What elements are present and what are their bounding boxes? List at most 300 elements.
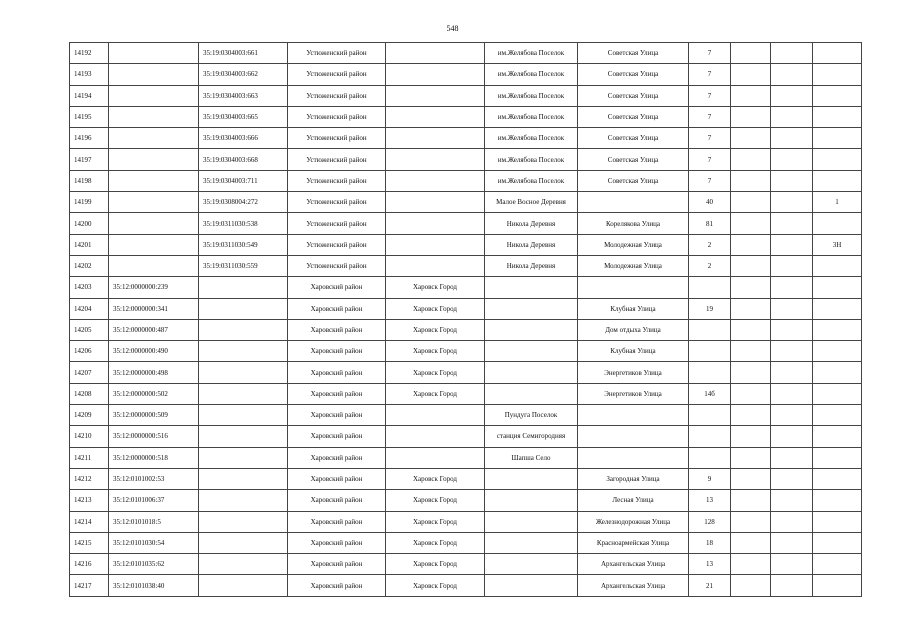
street-cell: Загородная Улица <box>578 468 689 489</box>
district-cell: Устюженский район <box>288 64 386 85</box>
building-cell <box>731 383 771 404</box>
house-number-cell: 2 <box>689 255 731 276</box>
block-cell <box>771 426 813 447</box>
building-cadastral-number-cell: 35:19:0304003:711 <box>199 170 288 191</box>
cadastral-number-cell: 35:12:0000000:490 <box>109 341 199 362</box>
building-cell <box>731 170 771 191</box>
district-cell: Харовский район <box>288 532 386 553</box>
page-number: 548 <box>446 24 459 33</box>
table-row <box>70 106 862 127</box>
cadastral-number-cell <box>109 43 199 64</box>
block-cell <box>771 192 813 213</box>
block-cell <box>771 43 813 64</box>
cadastral-number-cell: 35:12:0000000:516 <box>109 426 199 447</box>
cadastral-number-cell <box>109 213 199 234</box>
building-cell <box>731 149 771 170</box>
street-cell: Энергетиков Улица <box>578 383 689 404</box>
premises-cell <box>813 554 862 575</box>
record-number-cell: 14199 <box>70 192 109 213</box>
city-cell: Харовск Город <box>386 319 485 340</box>
table-row <box>70 298 862 319</box>
locality-cell <box>485 319 578 340</box>
building-cadastral-number-cell: 35:19:0304003:666 <box>199 128 288 149</box>
record-number-cell: 14212 <box>70 468 109 489</box>
street-cell <box>578 447 689 468</box>
record-number-cell: 14207 <box>70 362 109 383</box>
building-cell <box>731 234 771 255</box>
city-cell: Харовск Город <box>386 532 485 553</box>
cadastral-number-cell <box>109 192 199 213</box>
street-cell: Красноармейская Улица <box>578 532 689 553</box>
locality-cell: Никола Деревня <box>485 213 578 234</box>
cadastral-number-cell: 35:12:0000000:518 <box>109 447 199 468</box>
record-number-cell: 14201 <box>70 234 109 255</box>
record-number-cell: 14211 <box>70 447 109 468</box>
house-number-cell: 13 <box>689 554 731 575</box>
city-cell: Харовск Город <box>386 341 485 362</box>
building-cell <box>731 255 771 276</box>
record-number-cell: 14192 <box>70 43 109 64</box>
city-cell <box>386 106 485 127</box>
house-number-cell: 40 <box>689 192 731 213</box>
locality-cell <box>485 490 578 511</box>
city-cell: Харовск Город <box>386 554 485 575</box>
premises-cell <box>813 170 862 191</box>
locality-cell <box>485 468 578 489</box>
street-cell: Архангельская Улица <box>578 554 689 575</box>
house-number-cell: 7 <box>689 170 731 191</box>
premises-cell <box>813 43 862 64</box>
building-cadastral-number-cell <box>199 554 288 575</box>
house-number-cell: 7 <box>689 106 731 127</box>
district-cell: Харовский район <box>288 405 386 426</box>
building-cadastral-number-cell: 35:19:0304003:668 <box>199 149 288 170</box>
locality-cell: им.Желябова Поселок <box>485 128 578 149</box>
record-number-cell: 14206 <box>70 341 109 362</box>
premises-cell <box>813 468 862 489</box>
district-cell: Устюженский район <box>288 192 386 213</box>
cadastral-number-cell: 35:12:0000000:502 <box>109 383 199 404</box>
house-number-cell: 21 <box>689 575 731 596</box>
locality-cell <box>485 298 578 319</box>
block-cell <box>771 319 813 340</box>
city-cell <box>386 213 485 234</box>
record-number-cell: 14198 <box>70 170 109 191</box>
building-cell <box>731 405 771 426</box>
city-cell <box>386 43 485 64</box>
table-row <box>70 234 862 255</box>
building-cadastral-number-cell <box>199 383 288 404</box>
table-row <box>70 85 862 106</box>
premises-cell: 1 <box>813 192 862 213</box>
house-number-cell: 7 <box>689 85 731 106</box>
premises-cell <box>813 405 862 426</box>
locality-cell: Пундуга Поселок <box>485 405 578 426</box>
cadastral-number-cell <box>109 170 199 191</box>
table-row <box>70 468 862 489</box>
district-cell: Харовский район <box>288 298 386 319</box>
city-cell <box>386 85 485 106</box>
record-number-cell: 14213 <box>70 490 109 511</box>
block-cell <box>771 405 813 426</box>
building-cadastral-number-cell <box>199 468 288 489</box>
district-cell: Устюженский район <box>288 106 386 127</box>
district-cell: Харовский район <box>288 319 386 340</box>
record-number-cell: 14196 <box>70 128 109 149</box>
building-cadastral-number-cell: 35:19:0311030:538 <box>199 213 288 234</box>
block-cell <box>771 341 813 362</box>
district-cell: Харовский район <box>288 426 386 447</box>
street-cell: Лесная Улица <box>578 490 689 511</box>
record-number-cell: 14200 <box>70 213 109 234</box>
building-cadastral-number-cell: 35:19:0304003:662 <box>199 64 288 85</box>
building-cadastral-number-cell: 35:19:0304003:663 <box>199 85 288 106</box>
house-number-cell <box>689 426 731 447</box>
locality-cell: им.Желябова Поселок <box>485 85 578 106</box>
premises-cell <box>813 85 862 106</box>
block-cell <box>771 128 813 149</box>
block-cell <box>771 554 813 575</box>
city-cell <box>386 192 485 213</box>
street-cell <box>578 405 689 426</box>
cadastral-number-cell: 35:12:0000000:341 <box>109 298 199 319</box>
record-number-cell: 14195 <box>70 106 109 127</box>
street-cell: Клубная Улица <box>578 341 689 362</box>
district-cell: Харовский район <box>288 362 386 383</box>
district-cell: Харовский район <box>288 277 386 298</box>
district-cell: Харовский район <box>288 383 386 404</box>
table-body <box>70 43 862 597</box>
record-number-cell: 14209 <box>70 405 109 426</box>
street-cell: Дом отдыха Улица <box>578 319 689 340</box>
locality-cell <box>485 575 578 596</box>
record-number-cell: 14194 <box>70 85 109 106</box>
locality-cell: Шапша Село <box>485 447 578 468</box>
record-number-cell: 14204 <box>70 298 109 319</box>
locality-cell <box>485 511 578 532</box>
building-cadastral-number-cell <box>199 277 288 298</box>
building-cell <box>731 277 771 298</box>
locality-cell: Никола Деревня <box>485 234 578 255</box>
building-cell <box>731 85 771 106</box>
table-row <box>70 554 862 575</box>
city-cell: Харовск Город <box>386 383 485 404</box>
district-cell: Устюженский район <box>288 170 386 191</box>
city-cell <box>386 64 485 85</box>
district-cell: Устюженский район <box>288 234 386 255</box>
street-cell: Советская Улица <box>578 43 689 64</box>
premises-cell <box>813 319 862 340</box>
building-cadastral-number-cell: 35:19:0304003:661 <box>199 43 288 64</box>
house-number-cell: 19 <box>689 298 731 319</box>
house-number-cell: 14б <box>689 383 731 404</box>
table-row <box>70 255 862 276</box>
house-number-cell: 7 <box>689 64 731 85</box>
block-cell <box>771 277 813 298</box>
table-row <box>70 43 862 64</box>
premises-cell <box>813 447 862 468</box>
street-cell: Советская Улица <box>578 149 689 170</box>
street-cell: Советская Улица <box>578 85 689 106</box>
street-cell: Энергетиков Улица <box>578 362 689 383</box>
block-cell <box>771 64 813 85</box>
cadastral-number-cell: 35:12:0101038:40 <box>109 575 199 596</box>
city-cell <box>386 447 485 468</box>
record-number-cell: 14202 <box>70 255 109 276</box>
city-cell <box>386 234 485 255</box>
table-row <box>70 277 862 298</box>
cadastral-number-cell: 35:12:0101002:53 <box>109 468 199 489</box>
building-cell <box>731 128 771 149</box>
record-number-cell: 14210 <box>70 426 109 447</box>
city-cell: Харовск Город <box>386 511 485 532</box>
table-row <box>70 532 862 553</box>
street-cell: Железнодорожная Улица <box>578 511 689 532</box>
building-cell <box>731 362 771 383</box>
table-row <box>70 170 862 191</box>
street-cell: Советская Улица <box>578 106 689 127</box>
locality-cell <box>485 532 578 553</box>
locality-cell: Малое Восное Деревня <box>485 192 578 213</box>
house-number-cell: 9 <box>689 468 731 489</box>
block-cell <box>771 255 813 276</box>
locality-cell <box>485 277 578 298</box>
city-cell: Харовск Город <box>386 575 485 596</box>
district-cell: Харовский район <box>288 341 386 362</box>
street-cell: Советская Улица <box>578 64 689 85</box>
city-cell <box>386 255 485 276</box>
city-cell: Харовск Город <box>386 298 485 319</box>
city-cell: Харовск Город <box>386 490 485 511</box>
cadastral-number-cell <box>109 85 199 106</box>
cadastral-number-cell <box>109 106 199 127</box>
district-cell: Харовский район <box>288 575 386 596</box>
building-cadastral-number-cell: 35:19:0304003:665 <box>199 106 288 127</box>
street-cell: Корелякова Улица <box>578 213 689 234</box>
building-cadastral-number-cell <box>199 426 288 447</box>
street-cell <box>578 426 689 447</box>
record-number-cell: 14216 <box>70 554 109 575</box>
block-cell <box>771 362 813 383</box>
street-cell: Архангельская Улица <box>578 575 689 596</box>
table-row <box>70 341 862 362</box>
table-row <box>70 149 862 170</box>
cadastral-number-cell: 35:12:0101018:5 <box>109 511 199 532</box>
table-row <box>70 511 862 532</box>
building-cadastral-number-cell: 35:19:0311030:549 <box>199 234 288 255</box>
locality-cell: им.Желябова Поселок <box>485 106 578 127</box>
block-cell <box>771 170 813 191</box>
premises-cell <box>813 213 862 234</box>
record-number-cell: 14208 <box>70 383 109 404</box>
house-number-cell <box>689 277 731 298</box>
building-cadastral-number-cell <box>199 490 288 511</box>
premises-cell <box>813 490 862 511</box>
building-cadastral-number-cell <box>199 341 288 362</box>
cadastral-number-cell <box>109 255 199 276</box>
house-number-cell: 81 <box>689 213 731 234</box>
city-cell: Харовск Город <box>386 362 485 383</box>
building-cadastral-number-cell <box>199 405 288 426</box>
district-cell: Харовский район <box>288 554 386 575</box>
building-cadastral-number-cell <box>199 575 288 596</box>
building-cell <box>731 106 771 127</box>
premises-cell <box>813 341 862 362</box>
street-cell: Советская Улица <box>578 170 689 191</box>
building-cell <box>731 426 771 447</box>
record-number-cell: 14193 <box>70 64 109 85</box>
house-number-cell: 18 <box>689 532 731 553</box>
building-cell <box>731 468 771 489</box>
block-cell <box>771 575 813 596</box>
table-row <box>70 383 862 404</box>
cadastral-number-cell: 35:12:0000000:509 <box>109 405 199 426</box>
premises-cell <box>813 426 862 447</box>
city-cell <box>386 128 485 149</box>
building-cell <box>731 319 771 340</box>
record-number-cell: 14217 <box>70 575 109 596</box>
house-number-cell: 7 <box>689 149 731 170</box>
cadastral-number-cell: 35:12:0000000:498 <box>109 362 199 383</box>
table-row <box>70 192 862 213</box>
city-cell <box>386 149 485 170</box>
house-number-cell <box>689 405 731 426</box>
premises-cell <box>813 64 862 85</box>
street-cell: Молодежная Улица <box>578 255 689 276</box>
table-row <box>70 64 862 85</box>
building-cell <box>731 532 771 553</box>
block-cell <box>771 383 813 404</box>
record-number-cell: 14203 <box>70 277 109 298</box>
block-cell <box>771 532 813 553</box>
district-cell: Устюженский район <box>288 255 386 276</box>
cadastral-number-cell: 35:12:0101006:37 <box>109 490 199 511</box>
building-cell <box>731 511 771 532</box>
building-cadastral-number-cell: 35:19:0308004:272 <box>199 192 288 213</box>
locality-cell: им.Желябова Поселок <box>485 43 578 64</box>
premises-cell <box>813 575 862 596</box>
record-number-cell: 14197 <box>70 149 109 170</box>
block-cell <box>771 85 813 106</box>
house-number-cell: 13 <box>689 490 731 511</box>
cadastral-number-cell <box>109 234 199 255</box>
premises-cell <box>813 106 862 127</box>
premises-cell <box>813 511 862 532</box>
premises-cell <box>813 277 862 298</box>
building-cell <box>731 447 771 468</box>
street-cell: Советская Улица <box>578 128 689 149</box>
house-number-cell: 128 <box>689 511 731 532</box>
district-cell: Устюженский район <box>288 149 386 170</box>
locality-cell: станция Семигородняя <box>485 426 578 447</box>
building-cell <box>731 298 771 319</box>
building-cell <box>731 575 771 596</box>
building-cell <box>731 554 771 575</box>
street-cell <box>578 192 689 213</box>
premises-cell <box>813 383 862 404</box>
house-number-cell <box>689 319 731 340</box>
record-number-cell: 14214 <box>70 511 109 532</box>
building-cadastral-number-cell <box>199 532 288 553</box>
locality-cell <box>485 383 578 404</box>
cadastral-number-cell <box>109 128 199 149</box>
table-row <box>70 575 862 596</box>
premises-cell <box>813 255 862 276</box>
locality-cell: им.Желябова Поселок <box>485 64 578 85</box>
city-cell <box>386 170 485 191</box>
premises-cell <box>813 532 862 553</box>
cadastral-number-cell: 35:12:0000000:487 <box>109 319 199 340</box>
locality-cell: им.Желябова Поселок <box>485 149 578 170</box>
district-cell: Устюженский район <box>288 43 386 64</box>
building-cadastral-number-cell <box>199 298 288 319</box>
building-cell <box>731 192 771 213</box>
table-row <box>70 490 862 511</box>
cadastral-number-cell <box>109 64 199 85</box>
street-cell: Клубная Улица <box>578 298 689 319</box>
block-cell <box>771 511 813 532</box>
block-cell <box>771 490 813 511</box>
building-cell <box>731 43 771 64</box>
table-row <box>70 426 862 447</box>
city-cell: Харовск Город <box>386 277 485 298</box>
building-cadastral-number-cell <box>199 362 288 383</box>
cadastral-number-cell: 35:12:0000000:239 <box>109 277 199 298</box>
house-number-cell <box>689 341 731 362</box>
block-cell <box>771 298 813 319</box>
city-cell <box>386 405 485 426</box>
table-row <box>70 405 862 426</box>
locality-cell: им.Желябова Поселок <box>485 170 578 191</box>
district-cell: Устюженский район <box>288 213 386 234</box>
street-cell <box>578 277 689 298</box>
record-number-cell: 14215 <box>70 532 109 553</box>
house-number-cell: 7 <box>689 128 731 149</box>
building-cell <box>731 490 771 511</box>
premises-cell: 3Н <box>813 234 862 255</box>
building-cadastral-number-cell <box>199 511 288 532</box>
block-cell <box>771 447 813 468</box>
house-number-cell: 2 <box>689 234 731 255</box>
building-cadastral-number-cell: 35:19:0311030:559 <box>199 255 288 276</box>
premises-cell <box>813 128 862 149</box>
house-number-cell: 7 <box>689 43 731 64</box>
building-cell <box>731 64 771 85</box>
building-cadastral-number-cell <box>199 447 288 468</box>
table-row <box>70 213 862 234</box>
cadastral-number-cell: 35:12:0101035:62 <box>109 554 199 575</box>
district-cell: Харовский район <box>288 468 386 489</box>
locality-cell <box>485 362 578 383</box>
district-cell: Харовский район <box>288 511 386 532</box>
building-cell <box>731 341 771 362</box>
locality-cell <box>485 341 578 362</box>
premises-cell <box>813 362 862 383</box>
building-cadastral-number-cell <box>199 319 288 340</box>
block-cell <box>771 234 813 255</box>
district-cell: Харовский район <box>288 490 386 511</box>
table-row <box>70 447 862 468</box>
building-cell <box>731 213 771 234</box>
house-number-cell <box>689 362 731 383</box>
district-cell: Устюженский район <box>288 128 386 149</box>
premises-cell <box>813 298 862 319</box>
cadastral-number-cell: 35:12:0101030:54 <box>109 532 199 553</box>
premises-cell <box>813 149 862 170</box>
table-row <box>70 319 862 340</box>
district-cell: Харовский район <box>288 447 386 468</box>
locality-cell <box>485 554 578 575</box>
